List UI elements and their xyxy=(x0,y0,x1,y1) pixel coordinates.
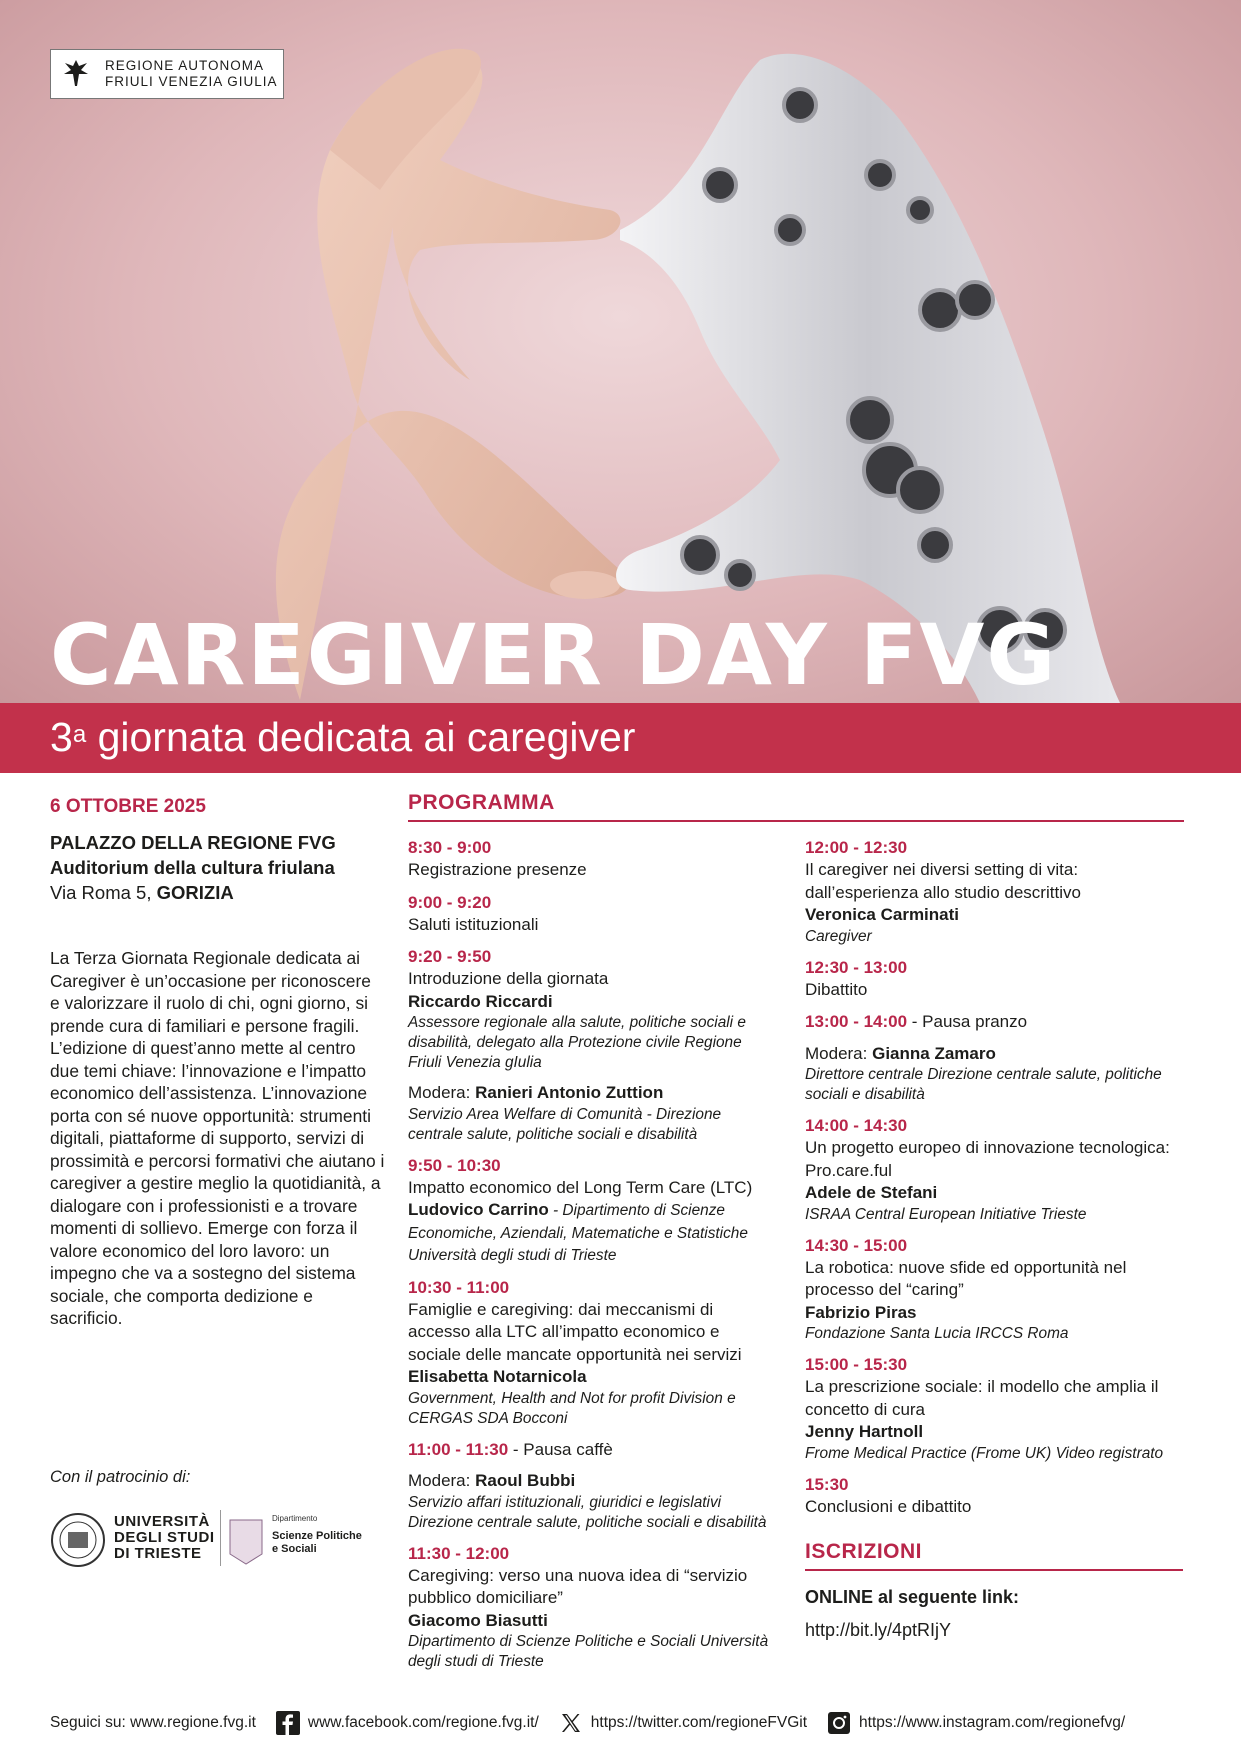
slot-time xyxy=(805,1010,1185,1034)
slot-speaker xyxy=(408,1366,776,1389)
org-name-line1: REGIONE AUTONOMA xyxy=(105,58,265,73)
subtitle-text: giornata dedicata ai caregiver xyxy=(97,714,636,760)
department-name xyxy=(272,1530,362,1556)
speaker-name: Ludovico Carrino xyxy=(408,1200,549,1219)
slot-time xyxy=(805,836,1185,859)
slot-time-range: 15:30 xyxy=(805,1474,849,1494)
slot-title: La prescrizione sociale: il modello che amplia il concetto di cura xyxy=(805,1377,1159,1419)
slot-time-range: 8:30 - 9:00 xyxy=(408,838,492,857)
slot-speaker xyxy=(805,1421,1185,1444)
slot-time xyxy=(408,891,776,914)
event-info xyxy=(50,794,370,905)
slot-affiliation: Government, Health and Not for profit Division e CERGAS SDA Bocconi xyxy=(408,1389,736,1427)
slot-speaker xyxy=(408,1610,776,1633)
program-slot xyxy=(805,1043,1185,1106)
venue-address xyxy=(50,880,370,905)
footer-twitter-link[interactable]: https://twitter.com/regioneFVGit xyxy=(590,1714,808,1731)
subtitle-number: 3 xyxy=(50,714,73,760)
registration-section xyxy=(805,1540,1185,1641)
slot-time-range: 13:00 - 14:00 xyxy=(805,1012,908,1031)
venue-name: PALAZZO DELLA REGIONE FVG xyxy=(50,832,336,853)
program-slot xyxy=(408,836,776,882)
speaker-name: Jenny Hartnoll xyxy=(805,1422,924,1441)
slot-affiliation: ISRAA Central European Initiative Trieste xyxy=(805,1205,1087,1223)
venue-room: Auditorium della cultura friulana xyxy=(50,857,335,878)
slot-title: Saluti istituzionali xyxy=(408,914,539,934)
footer-website[interactable]: Seguici su: www.regione.fvg.it xyxy=(50,1714,256,1731)
program-slot xyxy=(408,1082,776,1145)
heart-hands-illustration xyxy=(0,0,1241,703)
slot-speaker xyxy=(408,1199,776,1267)
department-logo-icon xyxy=(226,1514,266,1566)
slot-break-label: - Pausa caffè xyxy=(508,1439,613,1459)
moderator-label: Modera: xyxy=(408,1471,476,1490)
slot-affiliation: Fondazione Santa Lucia IRCCS Roma xyxy=(805,1325,1069,1342)
event-subtitle xyxy=(50,711,635,763)
speaker-name: Fabrizio Piras xyxy=(805,1302,917,1322)
address-street: Via Roma 5, xyxy=(50,882,157,903)
x-icon[interactable] xyxy=(559,1711,583,1735)
program-slot xyxy=(408,1470,776,1533)
slot-affiliation: Assessore regionale alla salute, politiche sociali e disabilità, delegato alla Protezione civile Regione Friuli Venezia gIulia xyxy=(408,1014,746,1071)
address-city: GORIZIA xyxy=(156,882,234,903)
moderator-label: Modera: xyxy=(805,1043,873,1063)
slot-speaker xyxy=(408,991,776,1014)
speaker-affiliation-inline: - Dipartimento di Scienze Economiche, Aziendali, Matematiche e Statistiche Università degli studi di Trieste xyxy=(408,1202,748,1264)
program-slot xyxy=(805,956,1185,1002)
patronage-label: Con il patrocinio di: xyxy=(50,1468,191,1486)
program-slot xyxy=(408,891,776,937)
subtitle-superscript: a xyxy=(72,721,87,748)
registration-online: ONLINE al seguente link: xyxy=(805,1587,1020,1607)
program-slot xyxy=(805,1234,1185,1345)
slot-moderator xyxy=(408,1082,776,1105)
program-column-morning xyxy=(408,836,776,1681)
slot-title: Famiglie e caregiving: dai meccanismi di accesso alla LTC all’impatto economico e sociale delle mancate opportunità nei servizi xyxy=(408,1299,742,1364)
department-label: Dipartimento xyxy=(272,1514,318,1523)
program-slot xyxy=(408,1542,776,1673)
slot-title: Un progetto europeo di innovazione tecnologica: Pro.care.ful xyxy=(805,1138,1170,1180)
program-column-afternoon xyxy=(805,836,1185,1641)
eagle-icon xyxy=(61,56,91,92)
program-slot xyxy=(805,1010,1185,1034)
footer xyxy=(50,1709,1200,1737)
slot-time-range: 12:30 - 13:00 xyxy=(805,957,908,977)
slot-time-range: 9:50 - 10:30 xyxy=(408,1155,501,1175)
university-name-line2: DEGLI STUDI xyxy=(114,1529,215,1546)
slot-title: Caregiving: verso una nuova idea di “servizio pubblico domiciliare” xyxy=(408,1565,748,1607)
org-name-line2: FRIULI VENEZIA GIULIA xyxy=(105,74,278,89)
facebook-icon[interactable] xyxy=(276,1711,300,1735)
slot-time xyxy=(805,1473,1185,1496)
program-header xyxy=(408,791,1184,822)
program-slot xyxy=(805,836,1185,947)
slot-time xyxy=(805,1114,1185,1137)
slot-time-range: 9:00 - 9:20 xyxy=(408,892,492,912)
slot-title: Dibattito xyxy=(805,979,868,999)
university-seal-icon xyxy=(50,1512,106,1568)
event-date: 6 OTTOBRE 2025 xyxy=(50,796,206,817)
region-logo xyxy=(50,49,284,99)
slot-title: La robotica: nuove sfide ed opportunità nel processo del “caring” xyxy=(805,1257,1127,1299)
slot-affiliation: Dipartimento di Scienze Politiche e Sociali Università degli studi di Trieste xyxy=(408,1633,769,1670)
slot-time xyxy=(408,1542,776,1565)
slot-time xyxy=(408,1154,776,1177)
slot-time-range: 12:00 - 12:30 xyxy=(805,838,908,857)
speaker-name: Riccardo Riccardi xyxy=(408,991,553,1011)
slot-time xyxy=(408,945,776,968)
slot-title: Impatto economico del Long Term Care (LTC) xyxy=(408,1177,753,1197)
university-name-line1: UNIVERSITÀ xyxy=(114,1513,210,1530)
program-slot xyxy=(408,1154,776,1267)
slot-break-label: - Pausa pranzo xyxy=(907,1012,1028,1031)
university-name-line3: DI TRIESTE xyxy=(114,1545,202,1562)
slot-time-range: 10:30 - 11:00 xyxy=(408,1277,510,1297)
speaker-name: Elisabetta Notarnicola xyxy=(408,1367,587,1386)
slot-time xyxy=(408,836,776,859)
slot-title: Introduzione della giornata xyxy=(408,969,609,988)
program-slot xyxy=(805,1473,1185,1519)
speaker-name: Giacomo Biasutti xyxy=(408,1610,548,1630)
program-slot xyxy=(408,945,776,1073)
slot-speaker xyxy=(805,904,1185,927)
registration-heading: ISCRIZIONI xyxy=(805,1540,1183,1571)
moderator-name: Ranieri Antonio Zuttion xyxy=(475,1083,664,1102)
slot-moderator xyxy=(408,1470,776,1493)
slot-time-range: 15:00 - 15:30 xyxy=(805,1355,908,1374)
event-description: La Terza Giornata Regionale dedicata ai Caregiver è un’occasione per riconoscere e valorizzare il ruolo di chi, ogni giorno, si prende cura di familiari e persone fragili. L’edizione di quest’anno mette al centro due temi chiave: l’innovazione e l’impatto economico dell’assistenza. L’innovazione porta con sé nuove opportunità: strumenti digitali, piattaforme di supporto, servizi di prossimità e percorsi formativi che aiutano i caregiver a gestire meglio la quotidianità, a dialogare con i professionisti e a trovare momenti di sollievo. Emerge con forza il valore economico del loro lavoro: un impegno che va a sostegno del sistema sociale, che comporta dedizione e sacrificio. xyxy=(50,948,385,1328)
slot-time xyxy=(805,956,1185,979)
slot-affiliation: Direttore centrale Direzione centrale salute, politiche sociali e disabilità xyxy=(805,1066,1162,1103)
program-slot xyxy=(805,1353,1185,1464)
slot-time xyxy=(408,1438,776,1462)
hero-image xyxy=(0,0,1241,703)
slot-affiliation: Caregiver xyxy=(805,927,872,945)
moderator-name: Gianna Zamaro xyxy=(872,1043,996,1063)
slot-time-range: 11:30 - 12:00 xyxy=(408,1543,510,1563)
university-name xyxy=(114,1514,215,1562)
footer-facebook-link[interactable]: www.facebook.com/regione.fvg.it/ xyxy=(307,1714,539,1731)
slot-title: Conclusioni e dibattito xyxy=(805,1496,972,1516)
slot-affiliation: Servizio Area Welfare di Comunità - Direzione centrale salute, politiche sociali e disabilità xyxy=(408,1105,722,1143)
slot-time xyxy=(805,1353,1185,1376)
slot-time-range: 11:00 - 11:30 xyxy=(408,1439,509,1459)
slot-title: Registrazione presenze xyxy=(408,860,587,879)
slot-title: Il caregiver nei diversi setting di vita: dall’esperienza allo studio descrittivo xyxy=(805,860,1081,902)
instagram-icon[interactable] xyxy=(827,1711,851,1735)
slot-affiliation: Servizio affari istituzionali, giuridici e legislativi Direzione centrale salute, politiche sociali e disabilità xyxy=(408,1493,767,1531)
moderator-name: Raoul Bubbi xyxy=(475,1471,576,1490)
department-name-line1: Scienze Politiche xyxy=(272,1530,362,1542)
slot-affiliation: Frome Medical Practice (Frome UK) Video registrato xyxy=(805,1444,1164,1462)
logo-divider xyxy=(220,1510,221,1566)
slot-speaker xyxy=(805,1182,1185,1205)
speaker-name: Adele de Stefani xyxy=(805,1183,938,1202)
speaker-name: Veronica Carminati xyxy=(805,905,960,924)
slot-time-range: 14:30 - 15:00 xyxy=(805,1235,908,1255)
slot-time-range: 14:00 - 14:30 xyxy=(805,1116,908,1135)
slot-speaker xyxy=(805,1302,1185,1325)
program-list-afternoon xyxy=(805,836,1185,1518)
program-slot xyxy=(408,1438,776,1462)
slot-time xyxy=(408,1276,776,1299)
slot-moderator xyxy=(805,1043,1185,1066)
event-title: CAREGIVER DAY FVG xyxy=(50,606,1058,703)
registration-link[interactable]: http://bit.ly/4ptRIjY xyxy=(805,1620,952,1640)
moderator-label: Modera: xyxy=(408,1083,476,1102)
patronage-logos xyxy=(50,1510,390,1574)
slot-time xyxy=(805,1234,1185,1257)
program-slot xyxy=(805,1114,1185,1225)
program-slot xyxy=(408,1276,776,1429)
department-name-line2: e Sociali xyxy=(272,1543,317,1555)
program-heading: PROGRAMMA xyxy=(408,791,1184,822)
slot-time-range: 9:20 - 9:50 xyxy=(408,947,492,966)
footer-instagram-link[interactable]: https://www.instagram.com/regionefvg/ xyxy=(859,1714,1126,1731)
